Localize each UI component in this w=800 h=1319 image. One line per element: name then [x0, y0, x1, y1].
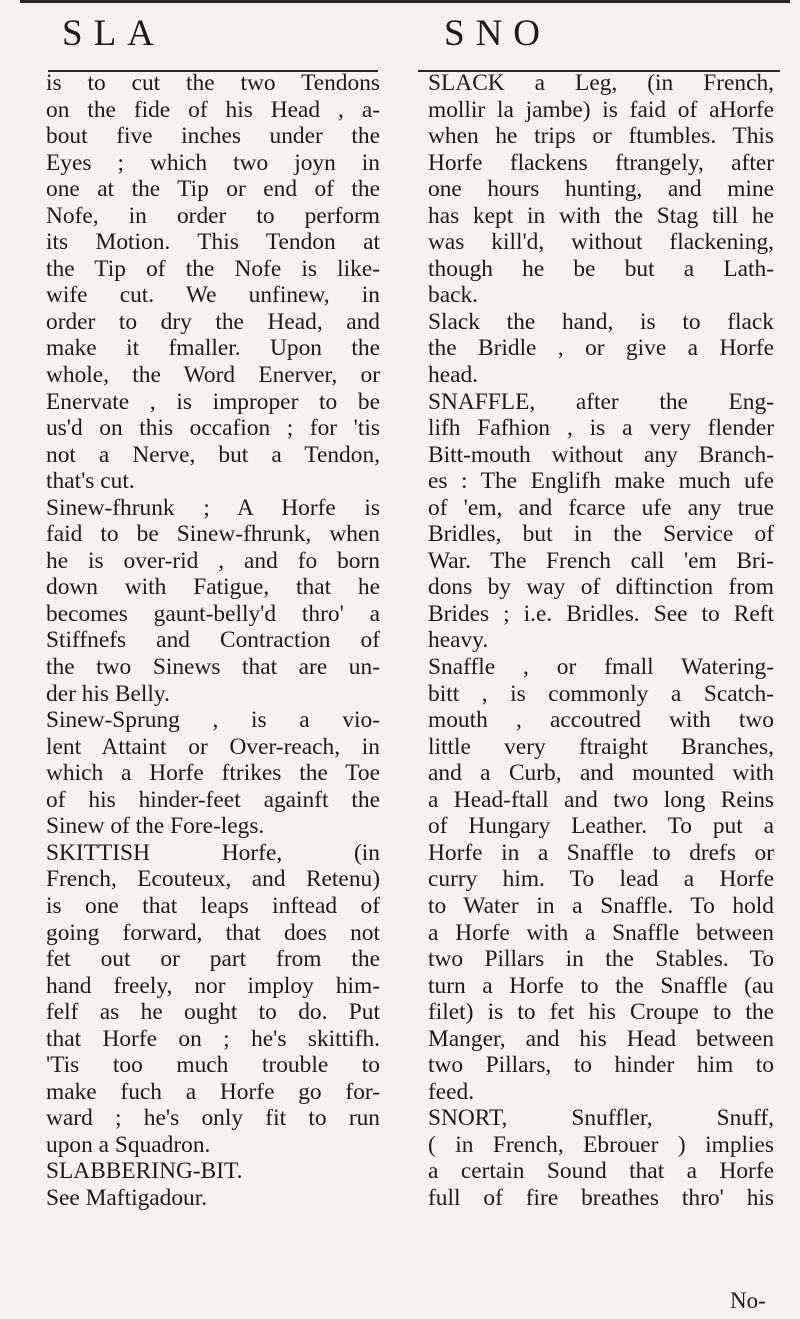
text-line: one hours hunting, and mine: [428, 176, 774, 203]
text-line: the Tip of the Nofe is like-: [46, 255, 380, 282]
text-line: whole, the Word Enerver, or: [46, 362, 380, 389]
text-line: filet) is to fet his Croupe to the: [428, 999, 774, 1026]
text-line: Bitt-mouth without any Branch-: [428, 441, 774, 468]
text-line: Sinew-Sprung , is a vio-: [46, 707, 380, 734]
text-line: Sinew-fhrunk ; A Horfe is: [46, 494, 380, 521]
text-line: order to dry the Head, and: [46, 308, 380, 335]
text-line: der his Belly.: [46, 680, 170, 707]
text-line: dons by way of diftinction from: [428, 574, 774, 601]
text-line: SNAFFLE, after the Eng-: [428, 388, 774, 415]
text-line: that's cut.: [46, 468, 135, 495]
text-line: the Bridle , or give a Horfe: [428, 335, 774, 362]
text-line: the two Sinews that are un-: [46, 654, 380, 681]
text-line: Stiffnefs and Contraction of: [46, 627, 380, 654]
text-line: mouth , accoutred with two: [428, 707, 774, 734]
text-line: of 'em, and fcarce ufe any true: [428, 494, 774, 521]
catchword: No-: [730, 1288, 766, 1313]
text-line: heavy.: [428, 627, 489, 654]
text-line: that Horfe on ; he's skittifh.: [46, 1025, 380, 1052]
text-line: SKITTISH Horfe, (in: [46, 839, 380, 866]
text-line: us'd on this occafion ; for 'tis: [46, 415, 380, 442]
text-line: upon a Squadron.: [46, 1131, 211, 1158]
text-line: becomes gaunt-belly'd thro' a: [46, 600, 380, 627]
text-line: bitt , is commonly a Scatch-: [428, 680, 774, 707]
text-line: two Pillars, to hinder him to: [428, 1052, 774, 1079]
text-line: Enervate , is improper to be: [46, 388, 380, 415]
text-line: Manger, and his Head between: [428, 1025, 774, 1052]
text-line: is to cut the two Tendons: [46, 70, 380, 96]
text-line: lifh Fafhion , is a very flender: [428, 415, 774, 442]
text-line: a Horfe with a Snaffle between: [428, 919, 774, 946]
text-line: French, Ecouteux, and Retenu): [46, 866, 380, 893]
text-line: 'Tis too much trouble to: [46, 1052, 380, 1079]
text-line: little very ftraight Branches,: [428, 733, 774, 760]
text-line: down with Fatigue, that he: [46, 574, 380, 601]
text-line: Bridles, but in the Service of: [428, 521, 774, 548]
text-line: make fuch a Horfe go for-: [46, 1078, 380, 1105]
header-left: SLA: [62, 13, 165, 54]
text-line: of Hungary Leather. To put a: [428, 813, 774, 840]
text-line: ( in French, Ebrouer ) implies: [428, 1131, 774, 1158]
text-line: back.: [428, 282, 479, 309]
text-line: SLACK a Leg, (in French,: [428, 70, 774, 96]
text-line: full of fire breathes thro' his: [428, 1184, 774, 1211]
text-line: es : The Englifh make much ufe: [428, 468, 774, 495]
top-rule: [20, 0, 790, 3]
text-line: wife cut. We unfinew, in: [46, 282, 380, 309]
text-line: a certain Sound that a Horfe: [428, 1158, 774, 1185]
text-line: and a Curb, and mounted with: [428, 760, 774, 787]
text-line: felf as he ought to do. Put: [46, 999, 380, 1026]
text-line: of his hinder-feet againft the: [46, 786, 380, 813]
text-line: which a Horfe ftrikes the Toe: [46, 760, 380, 787]
text-line: a Head-ftall and two long Reins: [428, 786, 774, 813]
text-line: he is over-rid , and fo born: [46, 547, 380, 574]
text-line: on the fide of his Head , a-: [46, 96, 380, 123]
text-line: curry him. To lead a Horfe: [428, 866, 774, 893]
text-line: head.: [428, 362, 479, 389]
right-column: [428, 70, 774, 1212]
left-column: [46, 70, 380, 1212]
text-line: Horfe in a Snaffle to drefs or: [428, 839, 774, 866]
text-line: feed.: [428, 1078, 475, 1105]
text-line: not a Nerve, but a Tendon,: [46, 441, 380, 468]
text-line: War. The French call 'em Bri-: [428, 547, 774, 574]
text-line: SNORT, Snuffler, Snuff,: [428, 1105, 774, 1132]
text-line: See Maftigadour.: [46, 1184, 208, 1211]
text-line: Slack the hand, is to flack: [428, 308, 774, 335]
text-line: bout five inches under the: [46, 123, 380, 150]
text-line: Snaffle , or fmall Watering-: [428, 654, 774, 681]
text-line: Eyes ; which two joyn in: [46, 149, 380, 176]
text-line: going forward, that does not: [46, 919, 380, 946]
text-line: to Water in a Snaffle. To hold: [428, 892, 774, 919]
text-line: two Pillars in the Stables. To: [428, 946, 774, 973]
text-line: has kept in with the Stag till he: [428, 202, 774, 229]
text-line: fet out or part from the: [46, 946, 380, 973]
text-line: faid to be Sinew-fhrunk, when: [46, 521, 380, 548]
text-line: though he be but a Lath-: [428, 255, 774, 282]
text-line: Horfe flackens ftrangely, after: [428, 149, 774, 176]
text-line: Sinew of the Fore-legs.: [46, 813, 265, 840]
text-line: ward ; he's only fit to run: [46, 1105, 380, 1132]
text-line: mollir la jambe) is faid of aHorfe: [428, 96, 774, 123]
text-line: when he trips or ftumbles. This: [428, 123, 774, 150]
text-line: Nofe, in order to perform: [46, 202, 380, 229]
header-right: SNO: [444, 13, 552, 54]
running-header: [0, 12, 800, 62]
text-line: hand freely, nor imploy him-: [46, 972, 380, 999]
text-line: make it fmaller. Upon the: [46, 335, 380, 362]
text-line: turn a Horfe to the Snaffle (au: [428, 972, 774, 999]
text-line: its Motion. This Tendon at: [46, 229, 380, 256]
text-line: one at the Tip or end of the: [46, 176, 380, 203]
text-line: SLABBERING-BIT.: [46, 1158, 243, 1185]
text-line: is one that leaps inftead of: [46, 892, 380, 919]
text-line: was kill'd, without flackening,: [428, 229, 774, 256]
text-line: lent Attaint or Over-reach, in: [46, 733, 380, 760]
text-line: Brides ; i.e. Bridles. See to Reft: [428, 600, 774, 627]
